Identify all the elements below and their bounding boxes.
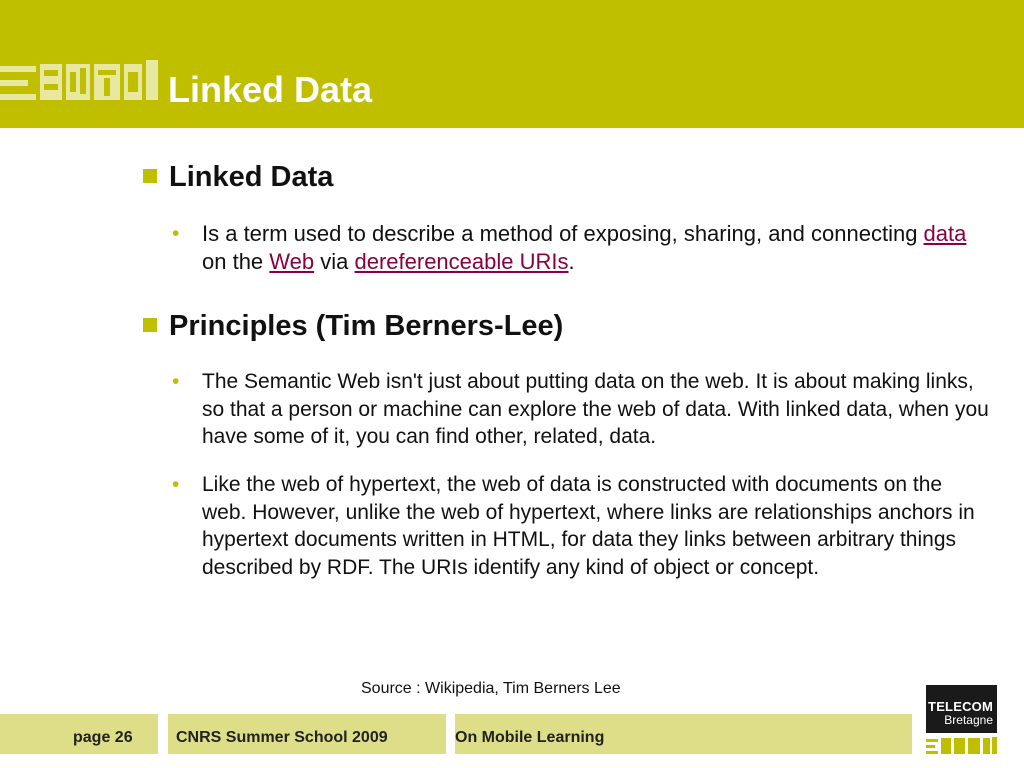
institution-logo-icon xyxy=(0,60,160,104)
section-heading: Linked Data xyxy=(143,160,333,194)
slide-header xyxy=(0,0,1024,128)
section-heading: Principles (Tim Berners-Lee) xyxy=(143,309,563,343)
square-bullet-icon xyxy=(143,318,157,332)
source-caption: Source : Wikipedia, Tim Berners Lee xyxy=(361,680,621,697)
telecom-bretagne-logo: TELECOM Bretagne xyxy=(926,685,997,733)
slide-title: Linked Data xyxy=(168,69,373,110)
link-web[interactable]: Web xyxy=(269,248,315,274)
bullet-item: • The Semantic Web isn't just about putting data on the web. It is about making links, so that a person or machine can explore the web of data. With linked data, when you have some of it, you can find other, related, data. xyxy=(172,370,989,448)
bullet-item: • Is a term used to describe a method of exposing, sharing, and connecting data on the Web via dereferenceable URIs. xyxy=(172,221,967,274)
dot-bullet-icon: • xyxy=(172,222,180,245)
bullet-item: • Like the web of hypertext, the web of data is constructed with documents on the web. However, unlike the web of hypertext, where links are relationships anchors in hypertext documents written in HTML, for data they links between arbitrary things described by RDF. The URIs identify any kind of object or concept. xyxy=(172,473,975,579)
footer-event-box xyxy=(168,714,446,754)
topic-name: On Mobile Learning xyxy=(455,729,605,746)
square-bullet-icon xyxy=(143,169,157,183)
event-name: CNRS Summer School 2009 xyxy=(176,729,388,746)
dot-bullet-icon: • xyxy=(172,473,180,496)
footer-page-box xyxy=(0,714,158,754)
link-dereferenceable-uris[interactable]: dereferenceable URIs xyxy=(354,248,569,274)
page-number: page 26 xyxy=(73,729,133,746)
footer-topic-box xyxy=(455,714,912,754)
link-data[interactable]: data xyxy=(923,221,967,246)
mini-institution-logo-icon xyxy=(926,737,997,755)
dot-bullet-icon: • xyxy=(172,370,180,393)
